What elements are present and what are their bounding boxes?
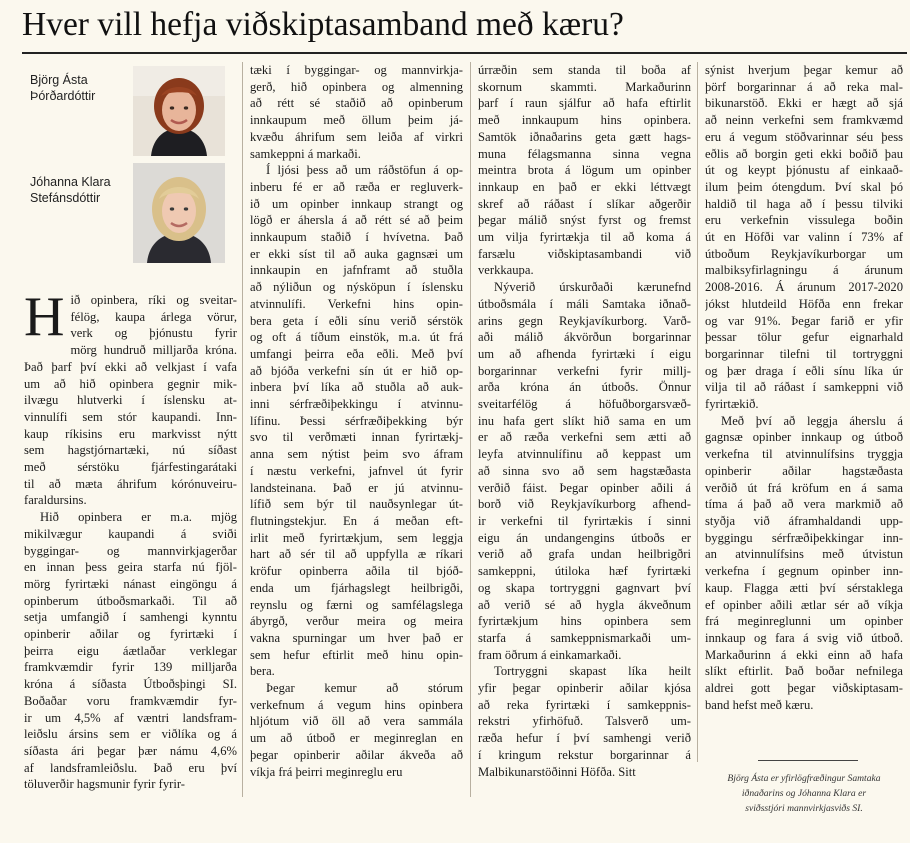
article-line: sem hagstjórnartæki, nú síðast: [24, 443, 237, 458]
article-line: eru á vegum stöðvarinnar séu þess: [705, 129, 903, 144]
article-line: byggingu sérfræðiþekkingar inn-: [705, 530, 903, 545]
article-line: irlit með fyrirtækjum, sem leggja: [250, 530, 463, 545]
article-line: að reka fyrirtæki í samkeppnis-: [478, 697, 691, 712]
article-line: tæki í byggingar- og mannvirkja-: [250, 63, 463, 77]
article-line: reynslu og færni og samfélagslega: [250, 597, 463, 612]
article-line: farsælu viðskiptasambandi við: [478, 246, 691, 261]
article-line: þessar tölur gefur eignarhald: [705, 330, 903, 345]
article-line: um að útboð er meginreglan en: [250, 731, 463, 746]
article-line: 2008-2016. Á árunum 2017-2020: [705, 280, 903, 295]
article-line: inbera því líka að stuðla að auk-: [250, 380, 463, 395]
article-line: eigu án undangengins útboðs er: [478, 530, 691, 545]
article-line: ræða hefur í því samhengi verið: [478, 731, 691, 746]
article-line: að verið sé að hygla ákveðnum: [478, 597, 691, 612]
article-line: ið opinbera, ríki og sveitar-: [70, 293, 237, 307]
article-line: yfir þegar opinberir aðilar kjósa: [478, 681, 691, 696]
article-line: innkaupum staðið í hvívetna. Það: [250, 230, 463, 245]
article-line: er ekki síst til að auka gagnsæi um: [250, 246, 463, 261]
article-column-1: [24, 286, 237, 793]
article-line: bera geta í eðli sínu verið sérstök: [250, 313, 463, 328]
article-line: útboðsmála í máli Samtaka iðnað-: [478, 296, 691, 311]
article-line: Það þarf því ekki að velkjast í vafa: [24, 359, 237, 374]
article-line: innkaupin en jafnframt að stuðla: [250, 263, 463, 278]
article-line: ilvægu hlutverki í íslensku at-: [24, 393, 237, 408]
article-line: með sérstöku fjárfestingarátaki: [24, 460, 237, 475]
article-line: er að ræða verkefni sem ætti að: [478, 430, 691, 445]
article-line: haldið til haga að í þessu tilviki: [705, 196, 903, 211]
article-line: atvinnulífi. Verkefni hins opin-: [250, 296, 463, 311]
article-line: Í ljósi þess að um ráðstöfun á op-: [266, 163, 463, 178]
article-line: fyrirtækið.: [705, 397, 759, 412]
article-line: verkefna í gegnum opinber inn-: [705, 564, 903, 579]
article-line: borð við Reykjavíkurborg afhend-: [478, 497, 691, 512]
article-line: Samtök iðnaðarins geta gætt hags-: [478, 129, 691, 144]
article-line: verðið út frá kröfum en á sama: [705, 480, 903, 495]
article-line: setja umfangið í samhengi kynntu: [24, 610, 237, 625]
article-line: Markaðurinn á ekki einn að hafa: [705, 647, 903, 662]
article-line: Boðaðar voru framkvæmdir fyr-: [24, 693, 237, 708]
article-line: út en Höfði var valinn í 73% af: [705, 230, 903, 245]
article-line: og skapa tortryggni gagnvart því: [478, 580, 691, 595]
article-line: umfangi þeirra eða eðli. Með því: [250, 346, 463, 361]
article-line: inni sérfræðiþekkingu í atvinnu-: [250, 397, 463, 412]
article-line: lögð er áhersla á að rétt sé að þeim: [250, 213, 463, 228]
article-line: um að afhenda fyrirtæki í eigu: [478, 346, 691, 361]
article-line: tíma á það að vera markmið að: [705, 497, 903, 512]
article-line: verkkaupa.: [478, 263, 534, 278]
article-column-2: [250, 62, 463, 780]
article-line: þegar málið snýst fyrst og fremst: [478, 213, 691, 228]
article-line: úrræðin sem standa til boða af: [478, 63, 691, 77]
article-line: skref að ráðast í slíkar aðgerðir: [478, 196, 691, 211]
article-line: verðið fáist. Þegar opinber aðili á: [478, 480, 691, 495]
article-line: bera.: [250, 664, 275, 679]
article-line: þarf í raun sjálfur að hafa eftirlit: [478, 96, 691, 111]
article-line: verk og þjónustu fyrir: [70, 326, 237, 341]
article-line: af landsframleiðslu. Það eru því: [24, 760, 237, 775]
article-line: gagnsæ opinber innkaup og útboð: [705, 430, 903, 445]
article-line: innkaupum með öllum þeim já-: [250, 113, 463, 128]
portrait-photo-blonde-woman: [133, 163, 225, 263]
article-line: anna sem nýtist þeim svo áfram: [250, 447, 463, 462]
article-line: bikunarstöð. Ekki er hægt að sjá: [705, 96, 903, 111]
article-line: opinberir aðilar og fyrirtæki í: [24, 627, 237, 642]
column-divider: [697, 62, 698, 762]
article-line: hljótum við öll að vera sammála: [250, 714, 463, 729]
article-line: flutningstekjur. En á meðan eft-: [250, 513, 463, 528]
author-photo-2: [133, 163, 225, 263]
author-bio: Björg Ásta er yfirlögfræðingur Samtaka iðnaðarins og Jóhanna Klara er sviðsstjóri mannvirkjasviðs SI.: [727, 773, 881, 814]
article-line: aldrei gott þegar viðskiptasam-: [705, 681, 903, 696]
article-line: slíkt eftirlit. Það boðar nefnilega: [705, 664, 903, 679]
article-line: en innan þess geira starfa nú fjöl-: [24, 560, 237, 575]
article-line: opinberum útboðsmarkaði. Til að: [24, 593, 237, 608]
article-line: króna á síðasta Útboðsþingi SI.: [24, 677, 237, 692]
article-line: útboðum Reykjavíkurborgar um: [705, 246, 903, 261]
author-byline-1: Björg Ásta Þórðardóttir: [30, 73, 96, 103]
article-line: fyrirtækjum hins opinbera sem: [478, 614, 691, 629]
article-line: að sinna svo að sem hagstæðasta: [478, 463, 691, 478]
article-line: meintra brota á lögum um opinber: [478, 163, 691, 178]
article-line: vakna spurningar um hver það er: [250, 630, 463, 645]
article-line: sem hefur eftirlit með hinu opin-: [250, 647, 463, 662]
article-line: skornum skammti. Markaðurinn: [478, 79, 691, 94]
article-line: að bjóða verkefni sín út er hið op-: [250, 363, 463, 378]
article-line: landsteinana. Það er jú atvinnu-: [250, 480, 463, 495]
article-line: og var 91%. Þegar farið er yfir: [705, 313, 903, 328]
article-line: aði málið ákvörðun borgarinnar: [478, 330, 691, 345]
article-line: ilum þeim ótengdum. Því skal þó: [705, 179, 903, 194]
article-line: vilja til að ráðast í samkeppni við: [705, 380, 903, 395]
article-line: innkaup en það er ekki léttvægt: [478, 179, 691, 194]
article-line: Hið opinbera er m.a. mjög: [40, 510, 237, 525]
article-line: Tortryggni skapast líka heilt: [494, 664, 691, 679]
article-line: innkaup og fara á svig við útboð.: [705, 630, 903, 645]
article-line: jókst hlutdeild Höfða enn frekar: [705, 296, 903, 311]
article-line: kvæðu áhrifum sem leiða af virkri: [250, 129, 463, 144]
article-line: lífinu. Þessi sérfræðiþekking býr: [250, 413, 463, 428]
article-headline: Hver vill hefja viðskiptasamband með kæru?: [22, 6, 624, 43]
article-line: til að mæta áhrifum kórónuveiru-: [24, 476, 237, 491]
article-line: ið um opinber innkaup strangt og: [250, 196, 463, 211]
article-line: töluverðir hagsmunir fyrir fyrir-: [24, 777, 185, 792]
article-line: mörg fyrirtæki nánast eingöngu á: [24, 576, 237, 591]
article-line: út og keypt þjónustu af einkaað-: [705, 163, 903, 178]
portrait-photo-red-hair-woman: [133, 66, 225, 156]
article-line: leyfa atvinnulífinu að keppast um: [478, 447, 691, 462]
article-line: starfa á samkeppnismarkaði um-: [478, 630, 691, 645]
article-line: um að hið opinbera gegnir mik-: [24, 376, 237, 391]
author-byline-2: Jóhanna Klara Stefánsdóttir: [30, 175, 111, 205]
article-line: arða króna án útboðs. Önnur: [478, 380, 691, 395]
article-line: kaup ríkisins eru markvisst nýtt: [24, 426, 237, 441]
article-line: inberu fé er að ræða er regluverk-: [250, 179, 463, 194]
article-line: borgarinnar tilefni til tortryggni: [705, 346, 903, 361]
article-line: kröfur opinberra aðila til bjóð-: [250, 564, 463, 579]
article-line: malbiksyfirlagningu á árunum: [705, 263, 903, 278]
article-line: arins gegn Reykjavíkurborg. Varð-: [478, 313, 691, 328]
article-line: samkeppni, útiloka hæf fyrirtæki: [478, 564, 691, 579]
article-line: kaup. Flagga ætti því sérstaklega: [705, 580, 903, 595]
article-line: leiðslu ársins sem er viðlíka og á: [24, 727, 237, 742]
article-line: frá meginreglunni um opinber: [705, 614, 903, 629]
article-line: mörg hundruð milljarða króna.: [70, 343, 237, 358]
article-line: an atvinnulífsins með útvistun: [705, 547, 903, 562]
article-line: mikilvægur kaupandi á sviði: [24, 526, 237, 541]
article-line: ábyrgð, verður meira og meira: [250, 614, 463, 629]
article-line: verkefnum á vegum hins opinbera: [250, 697, 463, 712]
article-line: þörf borgarinnar á að reka mal-: [705, 79, 903, 94]
article-line: samkeppni á markaði.: [250, 146, 361, 161]
article-line: verið að grafa undan heilbrigðri: [478, 547, 691, 562]
article-line: enda um fjárhagslegt heilbrigði,: [250, 580, 463, 595]
article-line: lífið sem býr til nauðsynlegar út-: [250, 497, 463, 512]
article-line: og oft á tíðum einstök, m.a. út frá: [250, 330, 463, 345]
article-line: um vilja fyrirtækja til að koma á: [478, 230, 691, 245]
article-line: verkefna til atvinnulífsins tryggja: [705, 447, 903, 462]
article-line: gerð, hið opinbera og almenning: [250, 79, 463, 94]
article-line: síðasta ári þegar þær námu 4,6%: [24, 743, 237, 758]
article-line: ef opinber aðili ætlar sér að víkja: [705, 597, 903, 612]
article-line: band hefst með kæru.: [705, 697, 814, 712]
article-line: fram öðrum á einkamarkaði.: [478, 647, 622, 662]
article-column-3: [478, 62, 691, 780]
article-line: borgarinnar verkefni fyrir millj-: [478, 363, 691, 378]
article-line: opinberir aðilar hagstæðasta: [705, 463, 903, 478]
headline-rule: [22, 52, 907, 54]
article-column-4: [705, 62, 903, 713]
article-line: Nýverið úrskurðaði kærunefnd: [494, 280, 691, 295]
article-line: víkja frá þeirri meginreglu eru: [250, 764, 403, 779]
article-line: með innkaupum hins opinbera.: [478, 113, 691, 128]
article-line: hart að sér til að uppfylla æ ríkari: [250, 547, 463, 562]
article-line: inu hafa gert slíkt hið sama en um: [478, 413, 691, 428]
article-line: faraldursins.: [24, 493, 87, 508]
article-line: framkvæmdir fyrir 139 milljarða: [24, 660, 237, 675]
article-line: þeirra eigu áætlaðar verklegar: [24, 643, 237, 658]
article-line: ir um 4,5% af væntri landsfram-: [24, 710, 237, 725]
bio-divider: [758, 760, 858, 761]
article-line: Þegar kemur að stórum: [266, 681, 463, 696]
article-line: félög, kaupa árlega vörur,: [70, 309, 237, 324]
drop-cap: H: [24, 286, 65, 348]
article-line: að neinn verkefni sem framkvæmd: [705, 113, 903, 128]
column-divider: [242, 62, 243, 797]
article-line: og þær draga í eðli sínu líka úr: [705, 363, 903, 378]
article-line: að nýliðun og nýsköpun í íslensku: [250, 280, 463, 295]
article-line: byggingar- og mannvirkjagerðar: [24, 543, 237, 558]
author-photo-1: [133, 66, 225, 156]
article-line: Með því að leggja áherslu á: [721, 413, 903, 428]
article-line: muna félagsmanna sinna vegna: [478, 146, 691, 161]
article-line: í næstu verkefni, jafnvel út fyrir: [250, 463, 463, 478]
article-line: í kringum rekstur borgarinnar á: [478, 747, 691, 762]
article-line: styðja við áframhaldandi upp-: [705, 513, 903, 528]
article-line: sýnist hverjum þegar kemur að: [705, 63, 903, 77]
article-line: þegar opinberir aðilar ákveða að: [250, 747, 463, 762]
article-line: sveitarfélög á höfuðborgarsvæð-: [478, 397, 691, 412]
article-line: að rétt sé staðið að opinberum: [250, 96, 463, 111]
article-line: eru verkefnin vissulega boðin: [705, 213, 903, 228]
article-line: ir verkefni til fyrirtækis í sinni: [478, 513, 691, 528]
article-line: Malbikunarstöðinni Höfða. Sitt: [478, 764, 636, 779]
column-divider: [470, 62, 471, 797]
article-line: svo til verðmæti innan fyrirtækj-: [250, 430, 463, 445]
article-line: eðlis að borgin geti ekki boðið þau: [705, 146, 903, 161]
article-line: rekstri yfirhöfuð. Talsverð um-: [478, 714, 691, 729]
article-line: vinnulífi sem stór kaupandi. Inn-: [24, 409, 237, 424]
